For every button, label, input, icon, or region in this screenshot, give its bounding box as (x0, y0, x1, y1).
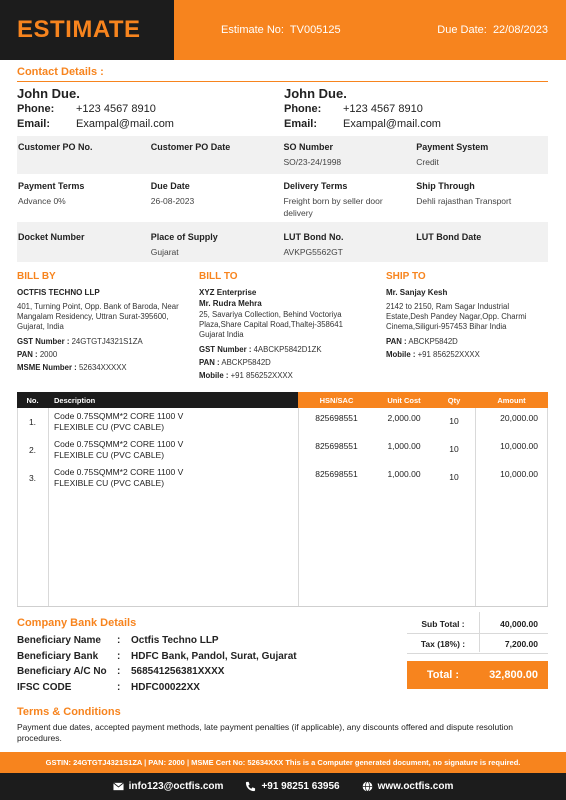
info-key: Docket Number (18, 232, 85, 242)
due-date-value: 22/08/2023 (492, 24, 548, 36)
info-key: Place of Supply (150, 232, 218, 242)
bank-row: Beneficiary Bank : HDFC Bank, Pandol, Surat, Gujarat (17, 650, 297, 662)
contact-left (17, 86, 247, 132)
table-row (17, 438, 548, 461)
ship-to-person: Mr. Sanjay Kesh (386, 288, 448, 297)
info-value: Gujarat (150, 247, 179, 257)
estimate-number-value: TV005125 (289, 24, 341, 36)
bank-row: Beneficiary Name : Octfis Techno LLP (17, 635, 219, 646)
bill-by-title: BILL BY (17, 271, 56, 282)
header-no: No. (17, 392, 48, 408)
ship-to-title: SHIP TO (386, 271, 426, 282)
ship-to-pan: PAN : ABCKP5842D (386, 337, 458, 346)
total-value: 32,800.00 (489, 669, 538, 681)
info-cell (283, 136, 416, 174)
info-value: Credit (416, 157, 439, 167)
bank-row: Beneficiary A/C No : 568541256381XXXX (17, 666, 225, 677)
row-hsn: 825698551 (315, 469, 358, 479)
bill-by-msme: MSME Number : 52634XXXXX (17, 363, 127, 372)
bill-to-company: XYZ Enterprise (199, 288, 257, 297)
estimate-number (221, 24, 341, 36)
row-amount: 20,000.00 (500, 413, 538, 423)
info-cell (17, 136, 150, 174)
bill-to-title: BILL TO (199, 271, 238, 282)
header-amount: Amount (475, 392, 548, 408)
info-cell (415, 175, 548, 220)
table-row (17, 466, 548, 489)
bill-to-address: 25, Savariya Collection, Behind Voctoriya Plaza,Share Capital Road,Thaltej-358641 Gujarat India (199, 310, 343, 339)
info-key: Payment Terms (18, 181, 85, 191)
info-cell (283, 175, 416, 220)
header-title-block (0, 0, 174, 60)
header-unit-cost: Unit Cost (375, 392, 433, 408)
bill-by-address: 401, Turning Point, Opp. Bank of Baroda, Near Mangalam Residency, Uttran Surat-395600, Gujarat, India (17, 302, 179, 331)
header-info-block (174, 0, 566, 60)
header-hsn: HSN/SAC (298, 392, 375, 408)
bill-by-pan: PAN : 2000 (17, 350, 58, 359)
contact-name: John Due. (17, 86, 80, 101)
info-cell (415, 136, 548, 174)
info-value: SO/23-24/1998 (283, 157, 342, 167)
bill-to (199, 272, 369, 384)
info-row-2 (17, 175, 548, 220)
table-row (17, 410, 548, 433)
due-date (437, 24, 548, 36)
terms-title: Terms & Conditions (17, 706, 121, 718)
totals (407, 614, 548, 654)
info-key: LUT Bond Date (416, 232, 482, 242)
table-header (17, 392, 548, 408)
email-label: Email: (284, 118, 318, 130)
estimate-number-label: Estimate No: (221, 24, 284, 36)
contact-right (284, 86, 514, 132)
due-date-label: Due Date: (437, 24, 487, 36)
info-key: Payment System (416, 142, 489, 152)
row-unit-cost: 1,000.00 (387, 441, 421, 451)
info-cell (150, 136, 283, 174)
info-value: AVKPG5562GT (283, 247, 343, 257)
contact-details-title: Contact Details : (17, 66, 104, 78)
row-hsn: 825698551 (315, 441, 358, 451)
bill-to-person: Mr. Rudra Mehra (199, 299, 262, 308)
phone-label: Phone: (284, 103, 322, 115)
ship-to-address: 2142 to 2150, Ram Sagar Industrial Estate,Desh Pandey Nagar,Opp. Charmi Cinema,Siliguri-957453 Bihar India (386, 302, 527, 331)
row-unit-cost: 2,000.00 (387, 413, 421, 423)
info-key: Customer PO Date (150, 142, 231, 152)
ship-to-mobile: Mobile : +91 856252XXXX (386, 350, 480, 359)
bill-by-company: OCTFIS TECHNO LLP (17, 288, 100, 297)
info-cell (17, 175, 150, 220)
bill-by-gst: GST Number : 24GTGTJ4321S1ZA (17, 337, 143, 346)
contact-phone: +123 4567 8910 (343, 103, 423, 115)
contact-email[interactable]: Exampal@mail.com (76, 118, 174, 130)
terms-text: Payment due dates, accepted payment methods, late payment penalties (if applicable), any discounts offered and dispute resolution procedures. (17, 722, 513, 743)
info-cell (283, 222, 416, 262)
row-unit-cost: 1,000.00 (387, 469, 421, 479)
tax-row: Tax (18%) : 7,200.00 (420, 638, 538, 649)
header-description: Description (48, 392, 298, 408)
bill-by (17, 272, 182, 376)
footer-phone[interactable]: +91 98251 63956 (245, 781, 339, 792)
info-value: Freight born by seller door delivery (283, 196, 383, 218)
row-qty: 10 (449, 416, 459, 426)
row-amount: 10,000.00 (500, 469, 538, 479)
info-key: Ship Through (416, 181, 475, 191)
bill-to-gst: GST Number : 4ABCKP5842D1ZK (199, 345, 322, 354)
row-hsn: 825698551 (315, 413, 358, 423)
info-key: SO Number (283, 142, 334, 152)
total-label: Total : (426, 669, 460, 681)
document-title: ESTIMATE (17, 16, 141, 43)
globe-icon (362, 781, 373, 792)
divider (407, 653, 548, 654)
bank-details (17, 633, 297, 695)
phone-label: Phone: (17, 103, 55, 115)
header (0, 0, 566, 60)
contact-phone: +123 4567 8910 (76, 103, 156, 115)
info-cell (17, 222, 150, 262)
footer-legal-bar: GSTIN: 24GTGTJ4321S1ZA | PAN: 2000 | MSME Cert No: 52634XXX This is a Computer generated document, no signature is required. (0, 752, 566, 773)
divider (17, 81, 548, 82)
info-key: Customer PO No. (18, 142, 93, 152)
contact-email[interactable]: Exampal@mail.com (343, 118, 441, 130)
row-qty: 10 (449, 444, 459, 454)
table-body (17, 408, 548, 606)
info-key: Due Date (150, 181, 190, 191)
info-cell (150, 175, 283, 220)
info-cell (150, 222, 283, 262)
info-value: Dehli rajasthan Transport (416, 196, 512, 206)
mail-icon (113, 781, 124, 792)
info-key: LUT Bond No. (283, 232, 344, 242)
bank-details-title: Company Bank Details (17, 617, 137, 629)
ship-to (386, 272, 536, 363)
info-value: 26-08-2023 (150, 196, 195, 206)
bank-row: IFSC CODE : HDFC00022XX (17, 681, 200, 693)
footer-contact-bar (0, 773, 566, 800)
row-no: 1. (28, 417, 37, 427)
row-qty: 10 (449, 472, 459, 482)
row-description: Code 0.75SQMM*2 CORE 1100 V FLEXIBLE CU (PVC CABLE) (54, 411, 184, 432)
info-row-3 (17, 222, 548, 262)
info-value: Advance 0% (18, 196, 66, 206)
items-table (17, 392, 548, 607)
bill-to-pan: PAN : ABCKP5842D (199, 358, 271, 367)
info-row-1 (17, 136, 548, 174)
row-amount: 10,000.00 (500, 441, 538, 451)
header-qty: Qty (433, 392, 475, 408)
row-no: 3. (28, 473, 37, 483)
subtotal-row: Sub Total : 40,000.00 (421, 618, 538, 629)
bill-to-mobile: Mobile : +91 856252XXXX (199, 371, 293, 380)
phone-icon (245, 781, 256, 792)
footer-email[interactable]: info123@octfis.com (113, 781, 224, 792)
row-no: 2. (28, 445, 37, 455)
grand-total (407, 661, 548, 689)
info-cell (415, 222, 548, 262)
contact-name: John Due. (284, 86, 347, 101)
info-key: Delivery Terms (283, 181, 348, 191)
row-description: Code 0.75SQMM*2 CORE 1100 V FLEXIBLE CU (PVC CABLE) (54, 467, 184, 488)
row-description: Code 0.75SQMM*2 CORE 1100 V FLEXIBLE CU (PVC CABLE) (54, 439, 184, 460)
footer-website[interactable]: www.octfis.com (362, 781, 454, 792)
email-label: Email: (17, 118, 51, 130)
